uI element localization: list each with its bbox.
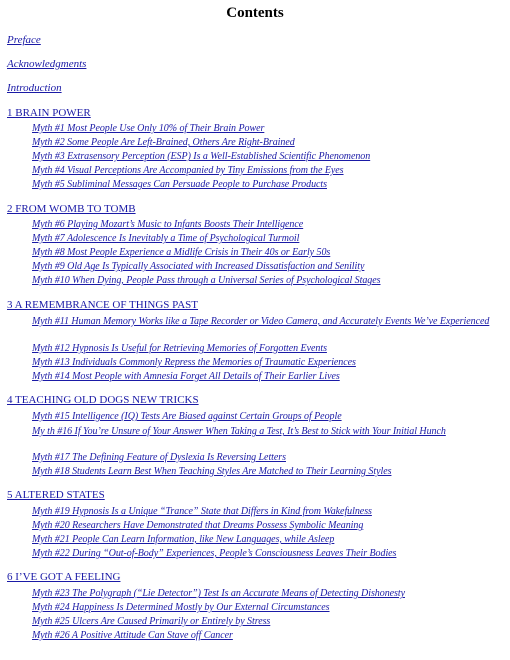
- toc-myth-6[interactable]: Myth #6 Playing Mozart’s Music to Infants Boosts Their Intelligence: [32, 219, 304, 230]
- toc-myth-11[interactable]: Myth #11 Human Memory Works like a Tape Recorder or Video Camera, and Accurately Events We’ve Experienced: [32, 316, 490, 327]
- toc-chapter-2[interactable]: 2 FROM WOMB TO TOMB: [7, 203, 136, 215]
- toc-myth-22[interactable]: Myth #22 During “Out-of-Body” Experiences, People’s Consciousness Leaves Their Bodies: [32, 548, 397, 559]
- toc-myth-13[interactable]: Myth #13 Individuals Commonly Repress the Memories of Traumatic Experiences: [32, 357, 356, 368]
- toc-myth-17[interactable]: Myth #17 The Defining Feature of Dyslexia Is Reversing Letters: [32, 452, 286, 463]
- toc-myth-5[interactable]: Myth #5 Subliminal Messages Can Persuade People to Purchase Products: [32, 179, 327, 190]
- toc-myth-26[interactable]: Myth #26 A Positive Attitude Can Stave off Cancer: [32, 630, 233, 641]
- toc-myth-1[interactable]: Myth #1 Most People Use Only 10% of Their Brain Power: [32, 123, 265, 134]
- toc-chapter-3[interactable]: 3 A REMEMBRANCE OF THINGS PAST: [7, 299, 199, 311]
- toc-chapter-4[interactable]: 4 TEACHING OLD DOGS NEW TRICKS: [7, 394, 199, 406]
- toc-myth-24[interactable]: Myth #24 Happiness Is Determined Mostly by Our External Circumstances: [32, 602, 330, 613]
- toc-link-introduction[interactable]: Introduction: [7, 82, 62, 94]
- toc-myth-16[interactable]: My th #16 If You’re Unsure of Your Answer When Taking a Test, It’s Best to Stick with Your Initial Hunch: [32, 426, 446, 437]
- toc-myth-12[interactable]: Myth #12 Hypnosis Is Useful for Retrieving Memories of Forgotten Events: [32, 343, 327, 354]
- toc-myth-7[interactable]: Myth #7 Adolescence Is Inevitably a Time of Psychological Turmoil: [32, 233, 300, 244]
- toc-myth-19[interactable]: Myth #19 Hypnosis Is a Unique “Trance” State that Differs in Kind from Wakefulness: [32, 506, 372, 517]
- toc-link-acknowledgments[interactable]: Acknowledgments: [7, 58, 87, 70]
- toc-myth-4[interactable]: Myth #4 Visual Perceptions Are Accompanied by Tiny Emissions from the Eyes: [32, 165, 344, 176]
- toc-myth-8[interactable]: Myth #8 Most People Experience a Midlife Crisis in Their 40s or Early 50s: [32, 247, 331, 258]
- toc-myth-18[interactable]: Myth #18 Students Learn Best When Teaching Styles Are Matched to Their Learning Styles: [32, 466, 392, 477]
- toc-myth-9[interactable]: Myth #9 Old Age Is Typically Associated with Increased Dissatisfaction and Senility: [32, 261, 365, 272]
- toc-chapter-6[interactable]: 6 I’VE GOT A FEELING: [7, 571, 121, 583]
- toc-myth-2[interactable]: Myth #2 Some People Are Left-Brained, Others Are Right-Brained: [32, 137, 295, 148]
- toc-myth-25[interactable]: Myth #25 Ulcers Are Caused Primarily or Entirely by Stress: [32, 616, 271, 627]
- toc-myth-23[interactable]: Myth #23 The Polygraph (“Lie Detector”) Test Is an Accurate Means of Detecting Dishonesty: [32, 588, 405, 599]
- toc-chapter-1[interactable]: 1 BRAIN POWER: [7, 107, 91, 119]
- toc-myth-3[interactable]: Myth #3 Extrasensory Perception (ESP) Is a Well-Established Scientific Phenomenon: [32, 151, 371, 162]
- page-title: Contents: [226, 5, 284, 21]
- toc-myth-21[interactable]: Myth #21 People Can Learn Information, like New Languages, while Asleep: [32, 534, 335, 545]
- toc-myth-14[interactable]: Myth #14 Most People with Amnesia Forget All Details of Their Earlier Lives: [32, 371, 340, 382]
- toc-myth-10[interactable]: Myth #10 When Dying, People Pass through a Universal Series of Psychological Stages: [32, 275, 381, 286]
- toc-myth-20[interactable]: Myth #20 Researchers Have Demonstrated that Dreams Possess Symbolic Meaning: [32, 520, 364, 531]
- toc-link-preface[interactable]: Preface: [7, 34, 41, 46]
- toc-myth-15[interactable]: Myth #15 Intelligence (IQ) Tests Are Biased against Certain Groups of People: [32, 411, 342, 422]
- toc-chapter-5[interactable]: 5 ALTERED STATES: [7, 489, 105, 501]
